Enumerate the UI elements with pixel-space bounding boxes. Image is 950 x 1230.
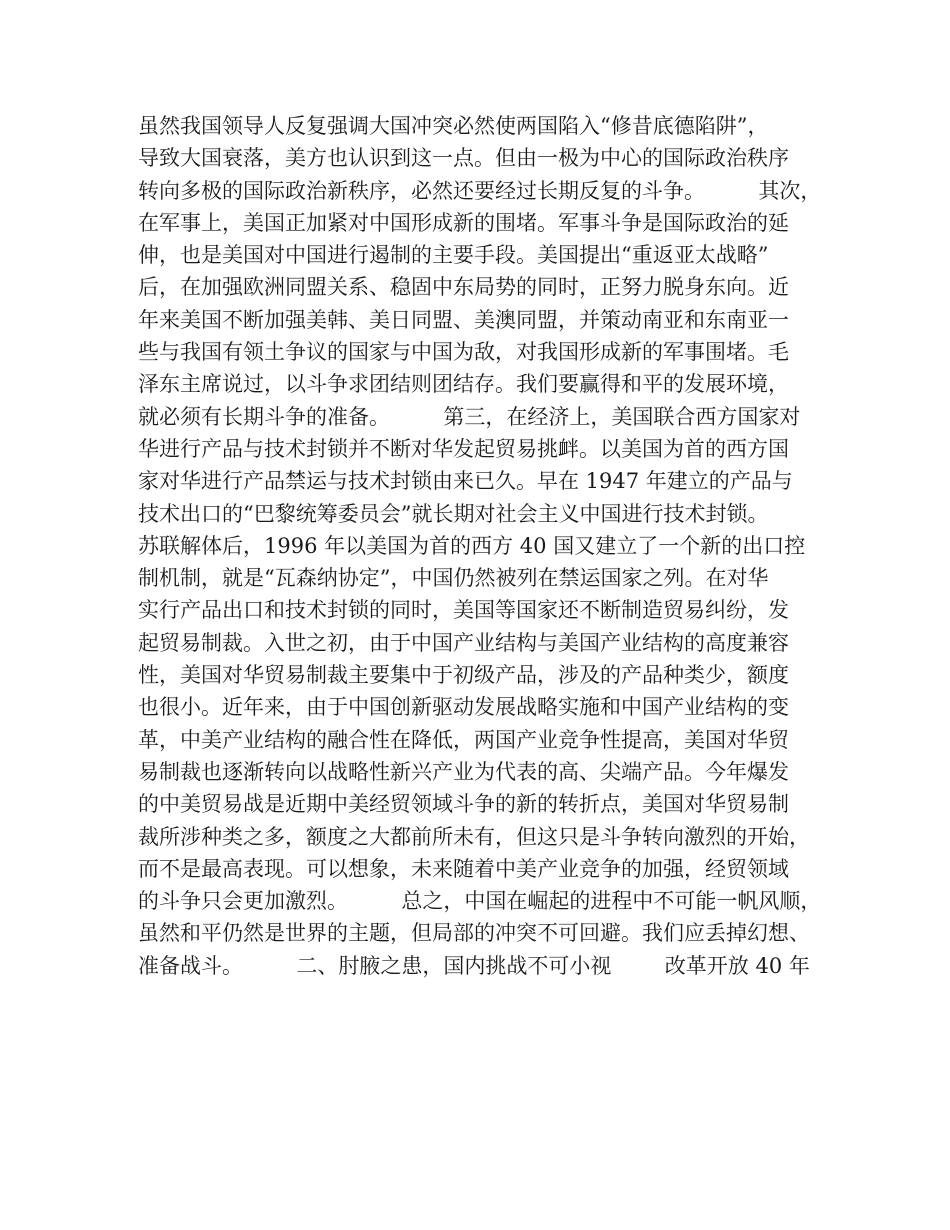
text-line: 实行产品出口和技术封锁的同时，美国等国家还不断制造贸易纠纷，发 (138, 598, 789, 623)
text-line: 虽然和平仍然是世界的主题，但局部的冲突不可回避。我们应丢掉幻想、 (138, 921, 810, 946)
text-line: 华进行产品与技术封锁并不断对华发起贸易挑衅。以美国为首的西方国 (138, 436, 789, 461)
text-line: 的中美贸易战是近期中美经贸领域斗争的新的转折点，美国对华贸易制 (138, 792, 789, 817)
text-line: 伸，也是美国对中国进行遏制的主要手段。美国提出“重返亚太战略” (138, 243, 769, 268)
text-line: 导致大国衰落，美方也认识到这一点。但由一极为中心的国际政治秩序 (138, 146, 789, 171)
text-line: 家对华进行产品禁运与技术封锁由来已久。早在 1947 年建立的产品与 (138, 469, 793, 494)
text-line: 革，中美产业结构的融合性在降低，两国产业竞争性提高，美国对华贸 (138, 727, 789, 752)
text-line: 在军事上，美国正加紧对中国形成新的围堵。军事斗争是国际政治的延 (138, 210, 789, 235)
text-line: 裁所涉种类之多，额度之大都前所未有，但这只是斗争转向激烈的开始， (138, 824, 810, 849)
text-line: 性，美国对华贸易制裁主要集中于初级产品，涉及的产品种类少，额度 (138, 663, 789, 688)
text-line: 年来美国不断加强美韩、美日同盟、美澳同盟，并策动南亚和东南亚一 (138, 307, 789, 332)
text-line: 就必须有长期斗争的准备。 第三，在经济上，美国联合西方国家对 (138, 404, 801, 429)
text-line: 后，在加强欧洲同盟关系、稳固中东局势的同时，正努力脱身东向。近 (138, 275, 789, 300)
text-line: 而不是最高表现。可以想象，未来随着中美产业竞争的加强，经贸领域 (138, 856, 789, 881)
text-line: 苏联解体后，1996 年以美国为首的西方 40 国又建立了一个新的出口控 (138, 533, 806, 558)
text-line: 转向多极的国际政治新秩序，必然还要经过长期反复的斗争。 其次， (138, 178, 822, 203)
text-line: 泽东主席说过，以斗争求团结则团结存。我们要赢得和平的发展环境， (138, 372, 789, 397)
text-line: 虽然我国领导人反复强调大国冲突必然使两国陷入“修昔底德陷阱”， (138, 114, 769, 138)
text-line: 技术出口的“巴黎统筹委员会”就长期对社会主义中国进行技术封锁。 (138, 501, 769, 526)
text-line: 些与我国有领土争议的国家与中国为敌，对我国形成新的军事围堵。毛 (138, 340, 789, 365)
body-text (138, 110, 828, 982)
text-line: 的斗争只会更加激烈。 总之，中国在崛起的进程中不可能一帆风顺， (138, 889, 822, 914)
text-line: 易制裁也逐渐转向以战略性新兴产业为代表的高、尖端产品。今年爆发 (138, 759, 789, 784)
text-line: 准备战斗。 二、肘腋之患，国内挑战不可小视 改革开放 40 年 (138, 953, 810, 978)
text-line: 也很小。近年来，由于中国创新驱动发展战略实施和中国产业结构的变 (138, 695, 789, 720)
text-line: 起贸易制裁。入世之初，由于中国产业结构与美国产业结构的高度兼容 (138, 630, 789, 655)
text-line: 制机制，就是“瓦森纳协定”，中国仍然被列在禁运国家之列。在对华 (138, 566, 769, 591)
